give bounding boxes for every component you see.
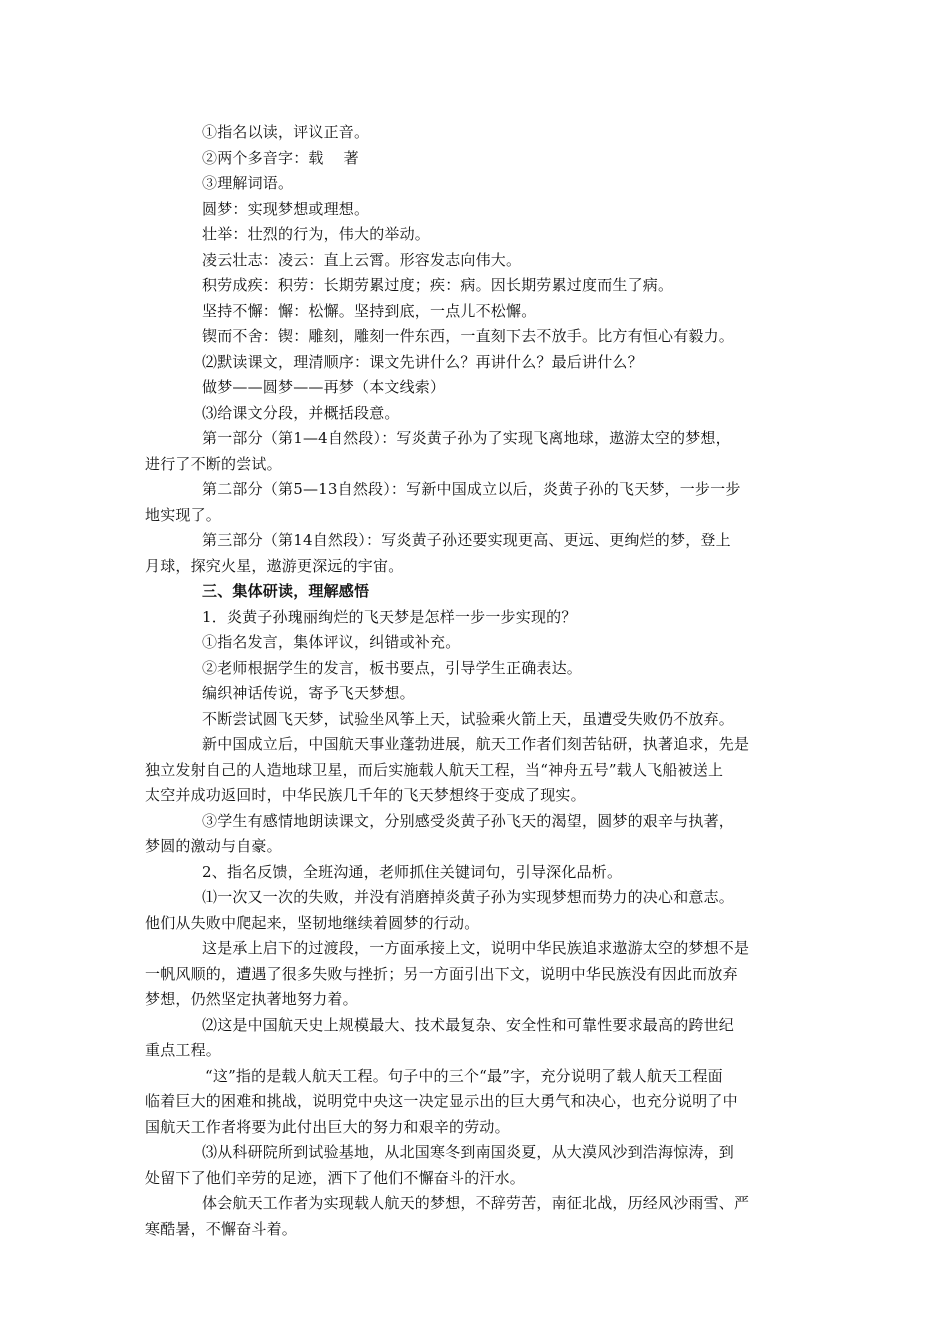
- section-heading: 三、集体研读，理解感悟: [202, 582, 370, 600]
- text-line: ⑶从科研院所到试验基地，从北国寒冬到南国炎夏，从大漠风沙到浩海惊涛，到: [202, 1143, 735, 1161]
- text-line: 独立发射自己的人造地球卫星，而后实施载人航天工程，当“神舟五号”载人飞船被送上: [145, 760, 724, 779]
- text-line: 月球，探究火星，遨游更深远的宇宙。: [145, 556, 404, 575]
- text-line: 第二部分（第5—13自然段）：写新中国成立以后，炎黄子孙的飞天梦，一步一步: [202, 480, 741, 498]
- text-line: 一帆风顺的，遭遇了很多失败与挫折；另一方面引出下文，说明中华民族没有因此而放弃: [145, 964, 738, 983]
- text-line: 寒酷暑，不懈奋斗着。: [145, 1219, 298, 1238]
- text-line: 2、指名反馈，全班沟通，老师抓住关键词句，引导深化品析。: [202, 862, 623, 881]
- text-line: 太空并成功返回时，中华民族几千年的飞天梦想终于变成了现实。: [145, 786, 586, 804]
- text-line: 坚持不懈：懈：松懈。坚持到底，一点儿不松懈。: [202, 301, 537, 320]
- text-line: ⑶给课文分段，并概括段意。: [202, 403, 400, 422]
- text-line: 临着巨大的困难和挑战，说明党中央这一决定显示出的巨大勇气和决心，也充分说明了中: [145, 1092, 738, 1110]
- text-line: 这是承上启下的过渡段，一方面承接上文，说明中华民族追求遨游太空的梦想不是: [202, 939, 750, 957]
- text-line: 凌云壮志：凌云：直上云霄。形容发志向伟大。: [202, 250, 522, 269]
- text-line: 锲而不舍：锲：雕刻，雕刻一件东西，一直刻下去不放手。比方有恒心有毅力。: [202, 327, 735, 345]
- text-line: “这”指的是载人航天工程。句子中的三个“最”字，充分说明了载人航天工程面: [205, 1066, 723, 1085]
- text-line: 第三部分（第14自然段）：写炎黄子孙还要实现更高、更远、更绚烂的梦，登上: [202, 531, 731, 549]
- text-line: 做梦——圆梦——再梦（本文线索）: [202, 378, 446, 396]
- text-line: ⑴一次又一次的失败，并没有消磨掉炎黄子孙为实现梦想而势力的决心和意志。: [202, 888, 735, 906]
- text-line: ①指名以读，评议正音。: [202, 123, 370, 141]
- text-line: [145, 146, 810, 172]
- text-fragment: ②两个多音字：载: [202, 148, 324, 167]
- text-line: ③理解词语。: [202, 174, 294, 192]
- text-line: ⑵这是中国航天史上规模最大、技术最复杂、安全性和可靠性要求最高的跨世纪: [202, 1015, 735, 1034]
- text-line: 圆梦：实现梦想或理想。: [202, 199, 370, 218]
- text-line: 地实现了。: [145, 505, 222, 524]
- text-line: ③学生有感情地朗读课文，分别感受炎黄子孙飞天的渴望，圆梦的艰辛与执著，: [202, 811, 735, 830]
- text-line: ②老师根据学生的发言，板书要点，引导学生正确表达。: [202, 658, 583, 677]
- text-line: 他们从失败中爬起来，坚韧地继续着圆梦的行动。: [145, 913, 480, 932]
- document-page: [145, 120, 810, 1242]
- text-line: 壮举：壮烈的行为，伟大的举动。: [202, 225, 431, 243]
- text-line: 新中国成立后，中国航天事业蓬勃进展，航天工作者们刻苦钻研，执著追求，先是: [202, 735, 750, 753]
- text-line: 进行了不断的尝试。: [145, 454, 282, 473]
- text-line: 处留下了他们辛劳的足迹，洒下了他们不懈奋斗的汗水。: [145, 1168, 526, 1187]
- text-line: 梦圆的激动与自豪。: [145, 837, 282, 855]
- text-line: 积劳成疾：积劳：长期劳累过度；疾：病。因长期劳累过度而生了病。: [202, 276, 674, 294]
- text-line: 编织神话传说，寄予飞天梦想。: [202, 684, 415, 702]
- text-line: 不断尝试圆飞天梦，试验坐风筝上天，试验乘火箭上天，虽遭受失败仍不放弃。: [202, 709, 735, 728]
- text-line: 体会航天工作者为实现载人航天的梦想，不辞劳苦，南征北战，历经风沙雨雪、严: [202, 1194, 750, 1212]
- text-line: 第一部分（第1—4自然段）：写炎黄子孙为了实现飞离地球，遨游太空的梦想，: [202, 429, 731, 447]
- text-line: 重点工程。: [145, 1041, 222, 1059]
- text-line: 1．炎黄子孙瑰丽绚烂的飞天梦是怎样一步一步实现的？: [202, 607, 577, 626]
- text-line: 梦想，仍然坚定执著地努力着。: [145, 990, 358, 1008]
- text-line: 国航天工作者将要为此付出巨大的努力和艰辛的劳动。: [145, 1117, 510, 1136]
- text-fragment: 著: [343, 148, 359, 167]
- text-line: ⑵默读课文，理清顺序：课文先讲什么？再讲什么？最后讲什么？: [202, 352, 643, 371]
- text-line: ①指名发言，集体评议，纠错或补充。: [202, 633, 461, 651]
